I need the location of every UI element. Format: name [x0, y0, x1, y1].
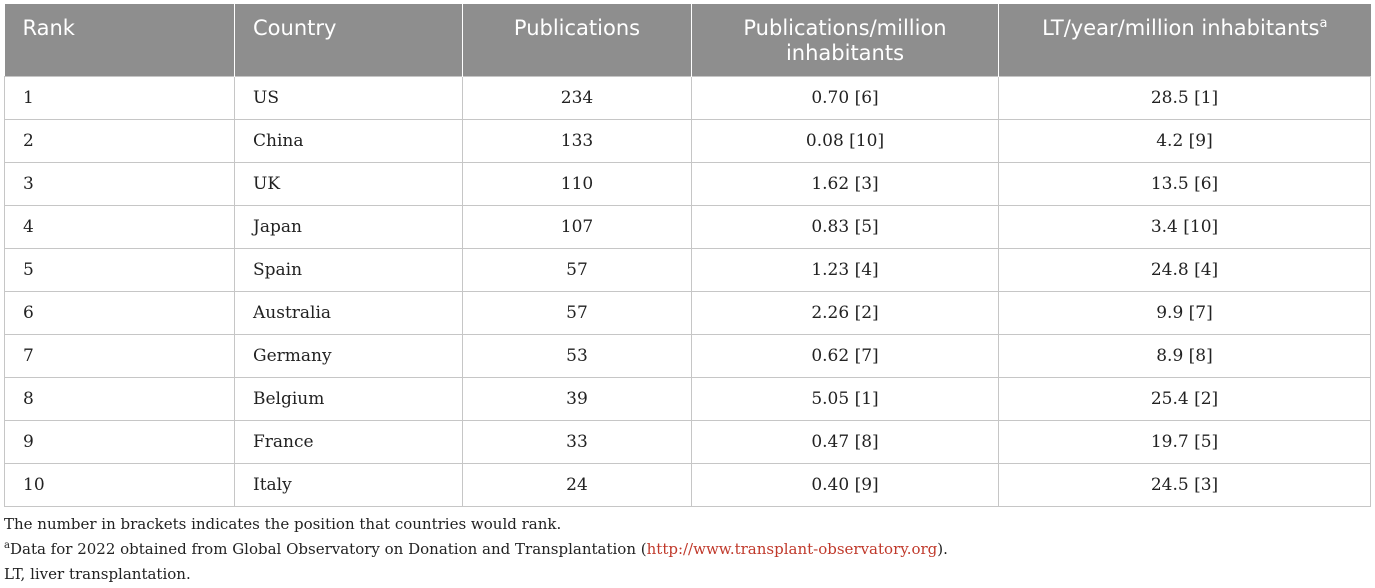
cell-rank: 2 — [5, 119, 235, 162]
header-publications: Publications — [463, 4, 692, 76]
cell-publications-per-million: 5.05 [1] — [692, 377, 999, 420]
table-header-row — [5, 4, 1371, 76]
cell-rank: 8 — [5, 377, 235, 420]
cell-lt-per-million: 9.9 [7] — [999, 291, 1371, 334]
footnote-brackets: The number in brackets indicates the position that countries would rank. — [4, 515, 562, 533]
cell-rank: 4 — [5, 205, 235, 248]
table-footnotes — [4, 512, 948, 587]
cell-publications: 234 — [463, 76, 692, 119]
cell-rank: 9 — [5, 420, 235, 463]
table-row — [5, 76, 1371, 119]
header-rank: Rank — [5, 4, 235, 76]
table-row — [5, 205, 1371, 248]
rankings-table — [4, 4, 1371, 507]
cell-publications-per-million: 0.70 [6] — [692, 76, 999, 119]
cell-rank: 5 — [5, 248, 235, 291]
cell-publications: 33 — [463, 420, 692, 463]
cell-lt-per-million: 4.2 [9] — [999, 119, 1371, 162]
cell-publications: 57 — [463, 291, 692, 334]
data-table-container — [4, 4, 1370, 507]
cell-publications-per-million: 1.62 [3] — [692, 162, 999, 205]
cell-rank: 7 — [5, 334, 235, 377]
cell-publications: 57 — [463, 248, 692, 291]
cell-publications-per-million: 1.23 [4] — [692, 248, 999, 291]
footnote-source-close: ). — [937, 540, 948, 558]
cell-publications-per-million: 0.08 [10] — [692, 119, 999, 162]
footnote-marker-a: a — [1319, 16, 1328, 31]
cell-publications-per-million: 0.62 [7] — [692, 334, 999, 377]
cell-publications-per-million: 0.83 [5] — [692, 205, 999, 248]
observatory-link[interactable]: http://www.transplant-observatory.org — [646, 540, 938, 558]
table-row — [5, 420, 1371, 463]
cell-publications-per-million: 0.40 [9] — [692, 463, 999, 506]
cell-publications: 133 — [463, 119, 692, 162]
footnote-abbreviation: LT, liver transplantation. — [4, 565, 191, 583]
cell-lt-per-million: 28.5 [1] — [999, 76, 1371, 119]
cell-lt-per-million: 3.4 [10] — [999, 205, 1371, 248]
table-row — [5, 377, 1371, 420]
cell-rank: 6 — [5, 291, 235, 334]
cell-lt-per-million: 24.5 [3] — [999, 463, 1371, 506]
cell-country: Germany — [235, 334, 463, 377]
table-row — [5, 291, 1371, 334]
footnote-marker: a — [4, 540, 10, 551]
header-lt-per-million: LT/year/million inhabitants$^a$ — [999, 4, 1371, 76]
cell-country: China — [235, 119, 463, 162]
cell-country: Italy — [235, 463, 463, 506]
footnote-data-source — [4, 537, 948, 562]
cell-publications: 39 — [463, 377, 692, 420]
header-publications-per-million: Publications/million inhabitants — [692, 4, 999, 76]
table-row — [5, 463, 1371, 506]
cell-publications-per-million: 0.47 [8] — [692, 420, 999, 463]
cell-lt-per-million: 19.7 [5] — [999, 420, 1371, 463]
table-row — [5, 119, 1371, 162]
table-row — [5, 334, 1371, 377]
table-row — [5, 162, 1371, 205]
cell-country: UK — [235, 162, 463, 205]
cell-publications-per-million: 2.26 [2] — [692, 291, 999, 334]
cell-country: Belgium — [235, 377, 463, 420]
cell-lt-per-million: 13.5 [6] — [999, 162, 1371, 205]
cell-publications: 110 — [463, 162, 692, 205]
cell-lt-per-million: 8.9 [8] — [999, 334, 1371, 377]
cell-country: US — [235, 76, 463, 119]
footnote-source-text: Data for 2022 obtained from Global Observatory on Donation and Transplantation ( — [9, 540, 647, 558]
cell-publications: 24 — [463, 463, 692, 506]
cell-publications: 53 — [463, 334, 692, 377]
table-body — [5, 76, 1371, 506]
cell-lt-per-million: 24.8 [4] — [999, 248, 1371, 291]
cell-publications: 107 — [463, 205, 692, 248]
cell-country: Australia — [235, 291, 463, 334]
table-row — [5, 248, 1371, 291]
cell-rank: 1 — [5, 76, 235, 119]
cell-rank: 3 — [5, 162, 235, 205]
cell-country: Japan — [235, 205, 463, 248]
cell-rank: 10 — [5, 463, 235, 506]
cell-country: France — [235, 420, 463, 463]
cell-country: Spain — [235, 248, 463, 291]
cell-lt-per-million: 25.4 [2] — [999, 377, 1371, 420]
header-country: Country — [235, 4, 463, 76]
